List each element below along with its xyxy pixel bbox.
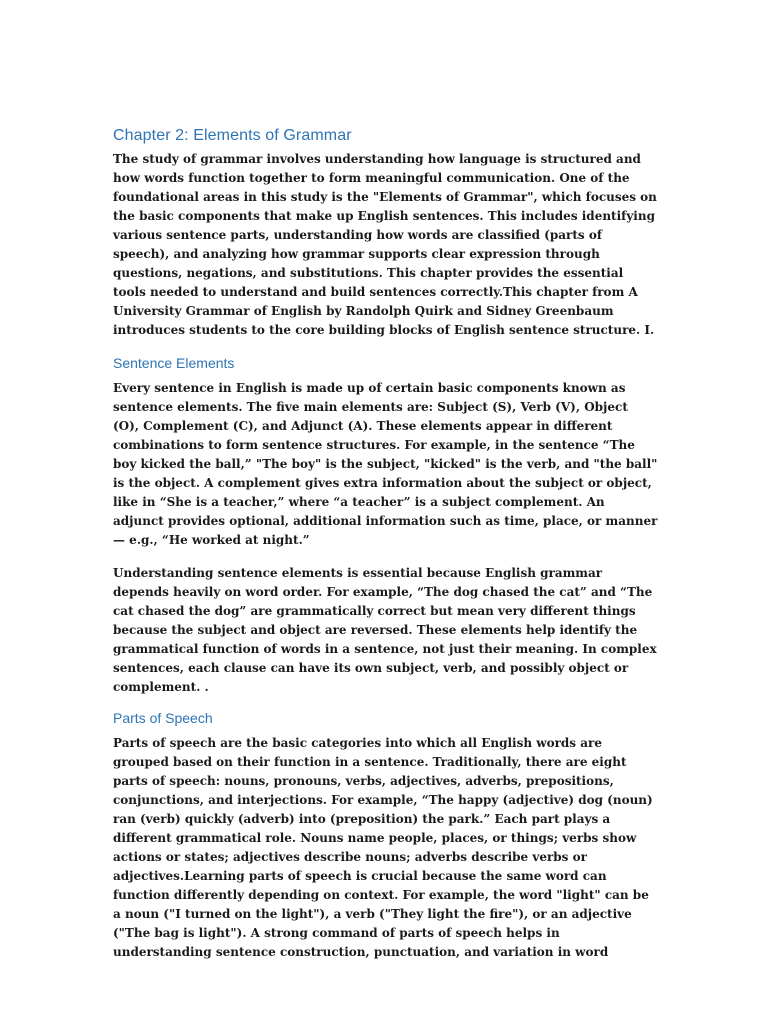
section-heading-parts-of-speech: Parts of Speech: [113, 710, 213, 726]
parts-of-speech-paragraph-1: Parts of speech are the basic categories into which all English words are grouped based on their function in a sentence. Traditionally, there are eight parts of speech: nouns, pronouns, verbs, adjectives, adverbs, prepositions, conjunctions, and interjections. For example, “The happy (adjective) dog (noun) ran (verb) quickly (adverb) into (preposition) the park.” Each part plays a different grammatical role. Nouns name people, places, or things; verbs show actions or states; adjectives describe nouns; adverbs describe verbs or adjectives.Learning parts of speech is crucial because the same word can function differently depending on context. For example, the word "light" can be a noun ("I turned on the light"), a verb ("They light the fire"), or an adjective ("The bag is light"). A strong command of parts of speech helps in understanding sentence construction, punctuation, and variation in word: [113, 736, 653, 959]
document-body: [113, 126, 658, 962]
chapter-title: Chapter 2: Elements of Grammar: [113, 127, 352, 144]
intro-paragraph: The study of grammar involves understanding how language is structured and how words function together to form meaningful communication. One of the foundational areas in this study is the "Elements of Grammar", which focuses on the basic components that make up English sentences. This includes identifying various sentence parts, understanding how words are classified (parts of speech), and analyzing how grammar supports clear expression through questions, negations, and substitutions. This chapter provides the essential tools needed to understand and build sentences correctly.This chapter from A University Grammar of English by Randolph Quirk and Sidney Greenbaum introduces students to the core building blocks of English sentence structure. I.: [113, 152, 657, 337]
section-heading-sentence-elements: Sentence Elements: [113, 355, 235, 371]
sentence-elements-paragraph-2: Understanding sentence elements is essential because English grammar depends heavily on word order. For example, “The dog chased the cat” and “The cat chased the dog” are grammatically correct but mean very different things because the subject and object are reversed. These elements help identify the grammatical function of words in a sentence, not just their meaning. In complex sentences, each clause can have its own subject, verb, and possibly object or complement. .: [113, 566, 657, 694]
sentence-elements-paragraph-1: Every sentence in English is made up of certain basic components known as sentence elements. The five main elements are: Subject (S), Verb (V), Object (O), Complement (C), and Adjunct (A). These elements appear in different combinations to form sentence structures. For example, in the sentence “The boy kicked the ball,” "The boy" is the subject, "kicked" is the verb, and "the ball" is the object. A complement gives extra information about the subject or object, like in “She is a teacher,” where “a teacher” is a subject complement. An adjunct provides optional, additional information such as time, place, or manner — e.g., “He worked at night.”: [113, 381, 658, 547]
